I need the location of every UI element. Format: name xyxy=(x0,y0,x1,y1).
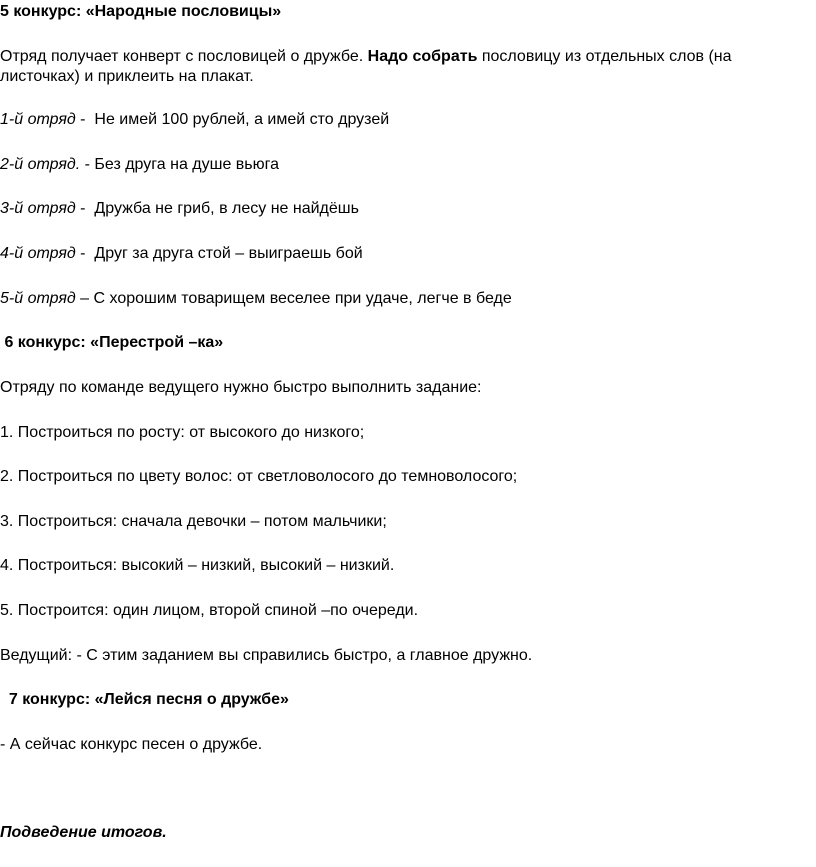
task-item-2: 2. Построиться по цвету волос: от светловолосого до темноволосого; xyxy=(0,468,518,485)
task-item-1: 1. Построиться по росту: от высокого до низкого; xyxy=(0,424,365,441)
team-proverb: Без друга на душе вьюга xyxy=(94,156,280,173)
task-item-5: 5. Построится: один лицом, второй спиной –по очереди. xyxy=(0,602,419,619)
contest5-heading: 5 конкурс: «Народные пословицы» xyxy=(0,3,282,20)
contest6-intro: Отряду по команде ведущего нужно быстро выполнить задание: xyxy=(0,379,482,396)
team-proverb: Не имей 100 рублей, а имей сто друзей xyxy=(94,111,390,128)
task-item-3: 3. Построиться: сначала девочки – потом мальчики; xyxy=(0,513,387,530)
contest6-heading: 6 конкурс: «Перестрой –ка» xyxy=(0,334,224,351)
contest5-intro-line2: листочках) и приклеить на плакат. xyxy=(0,68,254,85)
team-line-5 xyxy=(0,288,512,310)
contest5-intro-part1: Отряд получает конверт с пословицей о дружбе. xyxy=(0,48,368,65)
contest7-line: - А сейчас конкурс песен о дружбе. xyxy=(0,736,263,753)
team-sep: - xyxy=(75,200,95,217)
team-label: 3-й отряд xyxy=(0,200,76,217)
team-proverb: Дружба не гриб, в лесу не найдёшь xyxy=(94,200,359,217)
contest5-intro-part2: пословицу из отдельных слов (на xyxy=(477,48,732,65)
team-sep: – xyxy=(75,290,94,307)
team-label: 2-й отряд. xyxy=(0,156,81,173)
summary-heading: Подведение итогов. xyxy=(0,824,167,841)
team-label: 4-й отряд xyxy=(0,245,76,262)
team-proverb: Друг за друга стой – выиграешь бой xyxy=(94,245,363,262)
contest7-heading: 7 конкурс: «Лейся песня о дружбе» xyxy=(0,691,289,708)
team-sep: - xyxy=(75,245,95,262)
team-line-1 xyxy=(0,109,389,131)
contest5-intro-bold: Надо собрать xyxy=(367,48,478,65)
team-label: 5-й отряд xyxy=(0,290,76,307)
team-label: 1-й отряд xyxy=(0,111,76,128)
team-line-3 xyxy=(0,198,359,220)
task-item-4: 4. Построиться: высокий – низкий, высокий – низкий. xyxy=(0,557,395,574)
team-line-4 xyxy=(0,243,363,265)
contest5-intro xyxy=(0,46,732,68)
team-line-2 xyxy=(0,154,279,176)
host-line: Ведущий: - С этим заданием вы справились быстро, а главное дружно. xyxy=(0,647,533,664)
team-proverb: С хорошим товарищем веселее при удаче, легче в беде xyxy=(93,290,512,307)
team-sep: - xyxy=(75,111,95,128)
team-sep: - xyxy=(80,156,95,173)
